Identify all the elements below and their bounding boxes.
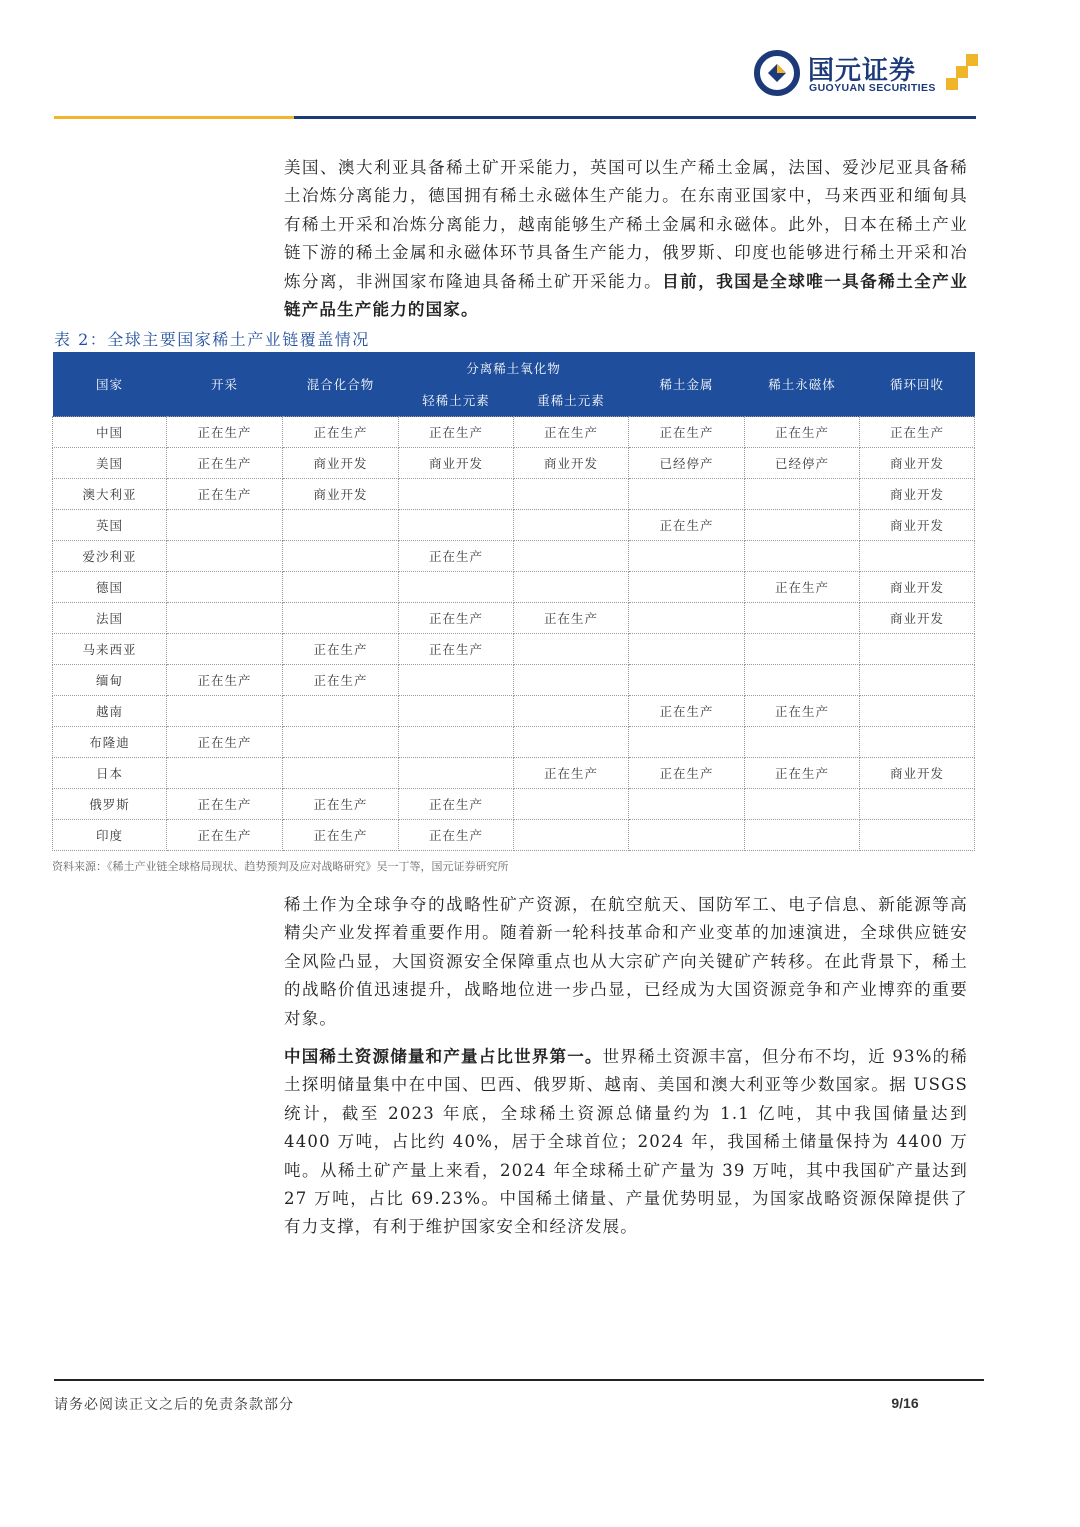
status-cell: 正在生产 bbox=[167, 417, 283, 448]
status-cell: 正在生产 bbox=[860, 417, 975, 448]
status-cell bbox=[860, 820, 975, 851]
status-cell: 商业开发 bbox=[399, 448, 514, 479]
status-cell: 商业开发 bbox=[283, 479, 399, 510]
paragraph-3-text: 世界稀土资源丰富，但分布不均，近 93%的稀土探明储量集中在中国、巴西、俄罗斯、越南、美国和澳大利亚等少数国家。据 USGS 统计，截至 2023 年底，全球稀土资源总储量约为 1.1 亿吨，其中我国储量达到 4400 万吨，占比约 40%，居于全球首位；2024 年，我国稀土储量保持为 4400 万吨。从稀土矿产量上来看，2024 年全球稀土矿产量为 39 万吨，其中我国矿产量达到 27 万吨，占比 69.23%。中国稀土储量、产量优势明显，为国家战略资源保障提供了有力支撑，有利于维护国家安全和经济发展。 bbox=[284, 1047, 968, 1237]
header-country: 国家 bbox=[53, 352, 167, 417]
table-title: 表 2：全球主要国家稀土产业链覆盖情况 bbox=[54, 330, 370, 349]
country-cell: 澳大利亚 bbox=[53, 479, 167, 510]
paragraph-3 bbox=[284, 1043, 968, 1242]
status-cell: 商业开发 bbox=[514, 448, 629, 479]
table-row bbox=[53, 603, 975, 634]
paragraph-1-bold: 目前，我国是全球唯一具备稀土全产业链产品生产能力的国家。 bbox=[284, 271, 968, 320]
header-recycle: 循环回收 bbox=[860, 352, 975, 417]
status-cell bbox=[283, 696, 399, 727]
status-cell bbox=[283, 541, 399, 572]
status-cell: 正在生产 bbox=[167, 448, 283, 479]
status-cell: 正在生产 bbox=[399, 789, 514, 820]
status-cell bbox=[514, 820, 629, 851]
country-cell: 德国 bbox=[53, 572, 167, 603]
status-cell bbox=[629, 665, 745, 696]
table-row bbox=[53, 572, 975, 603]
header-light-elements: 轻稀土元素 bbox=[399, 384, 514, 417]
status-cell: 已经停产 bbox=[745, 448, 860, 479]
status-cell bbox=[860, 696, 975, 727]
status-cell bbox=[283, 603, 399, 634]
status-cell bbox=[283, 572, 399, 603]
status-cell bbox=[629, 727, 745, 758]
status-cell: 商业开发 bbox=[283, 448, 399, 479]
table-row bbox=[53, 634, 975, 665]
status-cell: 正在生产 bbox=[514, 417, 629, 448]
status-cell bbox=[745, 603, 860, 634]
status-cell bbox=[629, 634, 745, 665]
status-cell bbox=[629, 789, 745, 820]
paragraph-2 bbox=[284, 891, 968, 1033]
rare-earth-coverage-table bbox=[52, 352, 975, 851]
header-mixed-compounds: 混合化合物 bbox=[283, 352, 399, 417]
paragraph-3-bold: 中国稀土资源储量和产量占比世界第一。 bbox=[284, 1047, 603, 1066]
status-cell bbox=[514, 541, 629, 572]
status-cell: 正在生产 bbox=[514, 758, 629, 789]
country-cell: 中国 bbox=[53, 417, 167, 448]
status-cell: 正在生产 bbox=[399, 541, 514, 572]
status-cell bbox=[745, 789, 860, 820]
country-cell: 美国 bbox=[53, 448, 167, 479]
status-cell bbox=[860, 789, 975, 820]
status-cell: 正在生产 bbox=[283, 789, 399, 820]
status-cell bbox=[514, 727, 629, 758]
header-heavy-elements: 重稀土元素 bbox=[514, 384, 629, 417]
status-cell bbox=[745, 510, 860, 541]
status-cell: 正在生产 bbox=[167, 789, 283, 820]
status-cell bbox=[745, 665, 860, 696]
status-cell: 正在生产 bbox=[629, 696, 745, 727]
status-cell bbox=[745, 727, 860, 758]
status-cell bbox=[399, 727, 514, 758]
table-row bbox=[53, 665, 975, 696]
status-cell bbox=[167, 541, 283, 572]
status-cell: 商业开发 bbox=[860, 603, 975, 634]
paragraph-1-text: 美国、澳大利亚具备稀土矿开采能力，英国可以生产稀土金属，法国、爱沙尼亚具备稀土冶炼分离能力，德国拥有稀土永磁体生产能力。在东南亚国家中，马来西亚和缅甸具有稀土开采和冶炼分离能力，越南能够生产稀土金属和永磁体。此外，日本在稀土产业链下游的稀土金属和永磁体环节具备生产能力，俄罗斯、印度也能够进行稀土开采和冶炼分离，非洲国家布隆迪具备稀土矿开采能力。 bbox=[284, 158, 968, 291]
status-cell: 正在生产 bbox=[629, 417, 745, 448]
country-cell: 马来西亚 bbox=[53, 634, 167, 665]
status-cell: 正在生产 bbox=[399, 820, 514, 851]
status-cell: 正在生产 bbox=[745, 758, 860, 789]
status-cell: 正在生产 bbox=[283, 820, 399, 851]
country-cell: 日本 bbox=[53, 758, 167, 789]
status-cell bbox=[514, 510, 629, 541]
paragraph-1 bbox=[284, 154, 968, 324]
status-cell: 正在生产 bbox=[283, 665, 399, 696]
status-cell bbox=[167, 634, 283, 665]
status-cell bbox=[745, 820, 860, 851]
status-cell bbox=[745, 479, 860, 510]
status-cell: 正在生产 bbox=[399, 634, 514, 665]
status-cell: 商业开发 bbox=[860, 479, 975, 510]
status-cell bbox=[629, 603, 745, 634]
status-cell: 正在生产 bbox=[629, 758, 745, 789]
status-cell: 正在生产 bbox=[283, 417, 399, 448]
footer-divider bbox=[54, 1379, 984, 1381]
country-cell: 印度 bbox=[53, 820, 167, 851]
table-row bbox=[53, 758, 975, 789]
country-cell: 越南 bbox=[53, 696, 167, 727]
header-separation-oxides: 分离稀土氧化物 bbox=[399, 352, 629, 384]
status-cell bbox=[514, 634, 629, 665]
status-cell bbox=[745, 541, 860, 572]
status-cell: 商业开发 bbox=[860, 448, 975, 479]
status-cell: 正在生产 bbox=[745, 417, 860, 448]
table-source: 资料来源：《稀土产业链全球格局现状、趋势预判及应对战略研究》吴一丁等，国元证券研究所 bbox=[52, 860, 509, 873]
company-logo bbox=[754, 48, 984, 100]
country-cell: 英国 bbox=[53, 510, 167, 541]
status-cell: 正在生产 bbox=[283, 634, 399, 665]
logo-english-text: GUOYUAN SECURITIES bbox=[809, 82, 936, 94]
header-mining: 开采 bbox=[167, 352, 283, 417]
status-cell: 正在生产 bbox=[745, 572, 860, 603]
status-cell bbox=[629, 820, 745, 851]
status-cell: 正在生产 bbox=[399, 417, 514, 448]
status-cell bbox=[399, 479, 514, 510]
table-row bbox=[53, 510, 975, 541]
country-cell: 爱沙利亚 bbox=[53, 541, 167, 572]
status-cell bbox=[399, 665, 514, 696]
status-cell bbox=[167, 603, 283, 634]
status-cell bbox=[283, 727, 399, 758]
status-cell: 商业开发 bbox=[860, 572, 975, 603]
status-cell bbox=[283, 758, 399, 789]
status-cell bbox=[167, 696, 283, 727]
status-cell bbox=[514, 572, 629, 603]
status-cell bbox=[629, 479, 745, 510]
header-magnet: 稀土永磁体 bbox=[745, 352, 860, 417]
country-cell: 布隆迪 bbox=[53, 727, 167, 758]
status-cell bbox=[283, 510, 399, 541]
status-cell: 商业开发 bbox=[860, 510, 975, 541]
header-divider bbox=[54, 116, 976, 119]
table-row bbox=[53, 727, 975, 758]
status-cell bbox=[860, 727, 975, 758]
country-cell: 法国 bbox=[53, 603, 167, 634]
header-metal: 稀土金属 bbox=[629, 352, 745, 417]
status-cell: 正在生产 bbox=[167, 820, 283, 851]
status-cell bbox=[629, 541, 745, 572]
status-cell bbox=[860, 665, 975, 696]
guoyuan-emblem-icon bbox=[754, 50, 800, 96]
table-row bbox=[53, 696, 975, 727]
status-cell: 正在生产 bbox=[167, 665, 283, 696]
table-row bbox=[53, 789, 975, 820]
status-cell: 商业开发 bbox=[860, 758, 975, 789]
status-cell bbox=[745, 634, 860, 665]
status-cell: 正在生产 bbox=[629, 510, 745, 541]
status-cell: 正在生产 bbox=[745, 696, 860, 727]
status-cell bbox=[399, 572, 514, 603]
status-cell: 正在生产 bbox=[514, 603, 629, 634]
status-cell bbox=[167, 572, 283, 603]
status-cell bbox=[399, 696, 514, 727]
paragraph-2-text: 稀土作为全球争夺的战略性矿产资源，在航空航天、国防军工、电子信息、新能源等高精尖产业发挥着重要作用。随着新一轮科技革命和产业变革的加速演进，全球供应链安全风险凸显，大国资源安全保障重点也从大宗矿产向关键矿产转移。在此背景下，稀土的战略价值迅速提升，战略地位进一步凸显，已经成为大国资源竞争和产业博弈的重要对象。 bbox=[284, 895, 968, 1028]
table-row bbox=[53, 448, 975, 479]
logo-chinese-text: 国元证券 bbox=[808, 56, 917, 86]
status-cell bbox=[860, 634, 975, 665]
table-row bbox=[53, 417, 975, 448]
status-cell: 正在生产 bbox=[167, 479, 283, 510]
table-row bbox=[53, 820, 975, 851]
country-cell: 俄罗斯 bbox=[53, 789, 167, 820]
status-cell bbox=[514, 665, 629, 696]
status-cell bbox=[514, 479, 629, 510]
country-cell: 缅甸 bbox=[53, 665, 167, 696]
page-number: 9/16 bbox=[891, 1395, 919, 1411]
status-cell bbox=[167, 510, 283, 541]
table-row bbox=[53, 479, 975, 510]
footer-disclaimer: 请务必阅读正文之后的免责条款部分 bbox=[54, 1397, 294, 1413]
status-cell bbox=[167, 758, 283, 789]
status-cell bbox=[514, 789, 629, 820]
status-cell: 正在生产 bbox=[399, 603, 514, 634]
status-cell: 已经停产 bbox=[629, 448, 745, 479]
table-row bbox=[53, 541, 975, 572]
status-cell bbox=[399, 758, 514, 789]
table-body bbox=[53, 417, 975, 851]
logo-steps-icon bbox=[946, 54, 980, 94]
status-cell bbox=[629, 572, 745, 603]
status-cell bbox=[860, 541, 975, 572]
status-cell: 正在生产 bbox=[167, 727, 283, 758]
status-cell bbox=[514, 696, 629, 727]
status-cell bbox=[399, 510, 514, 541]
